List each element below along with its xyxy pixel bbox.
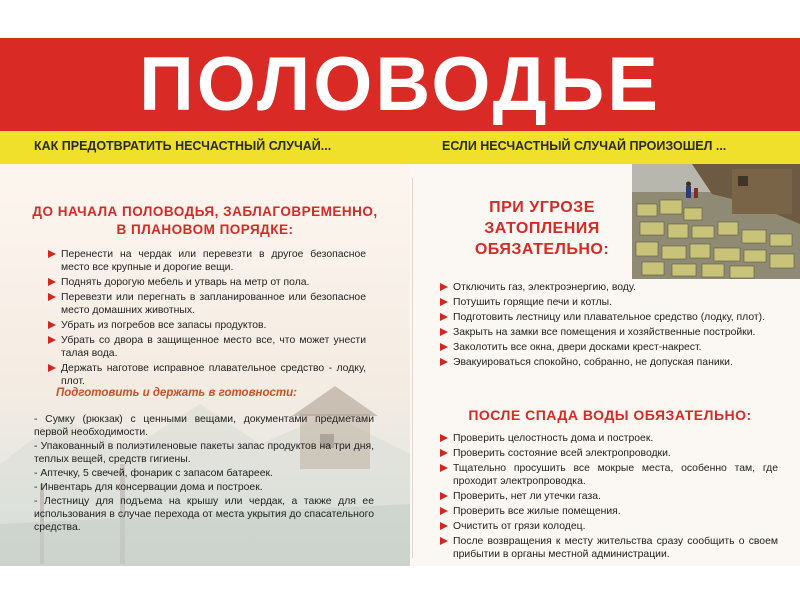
subtitle-prevent: КАК ПРЕДОТВРАТИТЬ НЕСЧАСТНЫЙ СЛУЧАЙ... [34, 139, 332, 153]
list-item: Убрать со двора в защищенное место все, что может унести талая вода. [48, 334, 366, 360]
list-item: - Сумку (рюкзак) с ценными вещами, документами предметами первой необходимости. [34, 414, 374, 438]
list-item: Отключить газ, электроэнергию, воду. [440, 281, 778, 294]
list-item: Эвакуироваться спокойно, собранно, не допуская паники. [440, 356, 778, 369]
subtitle-band [0, 131, 800, 164]
list-item: Проверить все жилые помещения. [440, 505, 778, 518]
list-item: Очистить от грязи колодец. [440, 520, 778, 533]
list-item: Проверить состояние всей электропроводки. [440, 447, 778, 460]
list-item: Проверить, нет ли утечки газа. [440, 490, 778, 503]
list-item: Закрыть на замки все помещения и хозяйственные постройки. [440, 326, 778, 339]
subtitle-happened: ЕСЛИ НЕСЧАСТНЫЙ СЛУЧАЙ ПРОИЗОШЕЛ ... [442, 139, 727, 153]
list-item: Поднять дорогую мебель и утварь на метр от пола. [48, 276, 366, 289]
list-item: Потушить горящие печи и котлы. [440, 296, 778, 309]
list-item: После возвращения к месту жительства сразу сообщить о своем прибытии в органы местной администрации. [440, 535, 778, 561]
list-item: Перевезти или перегнать в запланированное или безопасное место домашних животных. [48, 291, 366, 317]
list-item: Перенести на чердак или перевезти в другое безопасное место все крупные и дорогие вещи. [48, 248, 366, 274]
threat-heading-line1: ПРИ УГРОЗЕ [489, 199, 595, 216]
list-item: - Аптечку, 5 свечей, фонарик с запасом батареек. [34, 468, 273, 479]
before-heading-line2: В ПЛАНОВОМ ПОРЯДКЕ: [116, 222, 294, 237]
title-band [0, 38, 800, 131]
ready-heading: Подготовить и держать в готовности: [56, 387, 297, 399]
ready-list [34, 413, 374, 535]
list-item: - Инвентарь для консервации дома и построек. [34, 482, 263, 493]
list-item: Заколотить все окна, двери досками крест-накрест. [440, 341, 778, 354]
list-item: Держать наготове исправное плавательное средство - лодку, плот. [48, 362, 366, 388]
flood-ice-photo [632, 164, 800, 279]
poster-title: ПОЛОВОДЬЕ [139, 42, 661, 127]
threat-list [440, 281, 778, 371]
threat-heading [462, 197, 622, 260]
threat-heading-line2: ЗАТОПЛЕНИЯ [484, 220, 600, 237]
column-divider [412, 178, 413, 558]
after-heading: ПОСЛЕ СПАДА ВОДЫ ОБЯЗАТЕЛЬНО: [468, 407, 752, 423]
before-list [48, 248, 366, 390]
list-item: - Упакованный в полиэтиленовые пакеты запас продуктов на три дня, теплых вещей, средств гигиены. [34, 441, 374, 465]
before-heading-line1: ДО НАЧАЛА ПОЛОВОДЬЯ, ЗАБЛАГОВРЕМЕННО, [32, 204, 378, 219]
before-heading [10, 203, 400, 239]
list-item: - Лестницу для подъема на крышу или чердак, а также для ее использования в случае перехода от места укрытия до спасательного средства. [34, 496, 374, 533]
ice-floes-image [632, 164, 800, 279]
threat-heading-line3: ОБЯЗАТЕЛЬНО: [474, 241, 610, 258]
list-item: Подготовить лестницу или плавательное средство (лодку, плот). [440, 311, 778, 324]
flood-poster [0, 38, 800, 566]
list-item: Проверить целостность дома и построек. [440, 432, 778, 445]
list-item: Убрать из погребов все запасы продуктов. [48, 319, 366, 332]
after-list [440, 432, 778, 563]
list-item: Тщательно просушить все мокрые места, особенно там, где проходит электропроводка. [440, 462, 778, 488]
